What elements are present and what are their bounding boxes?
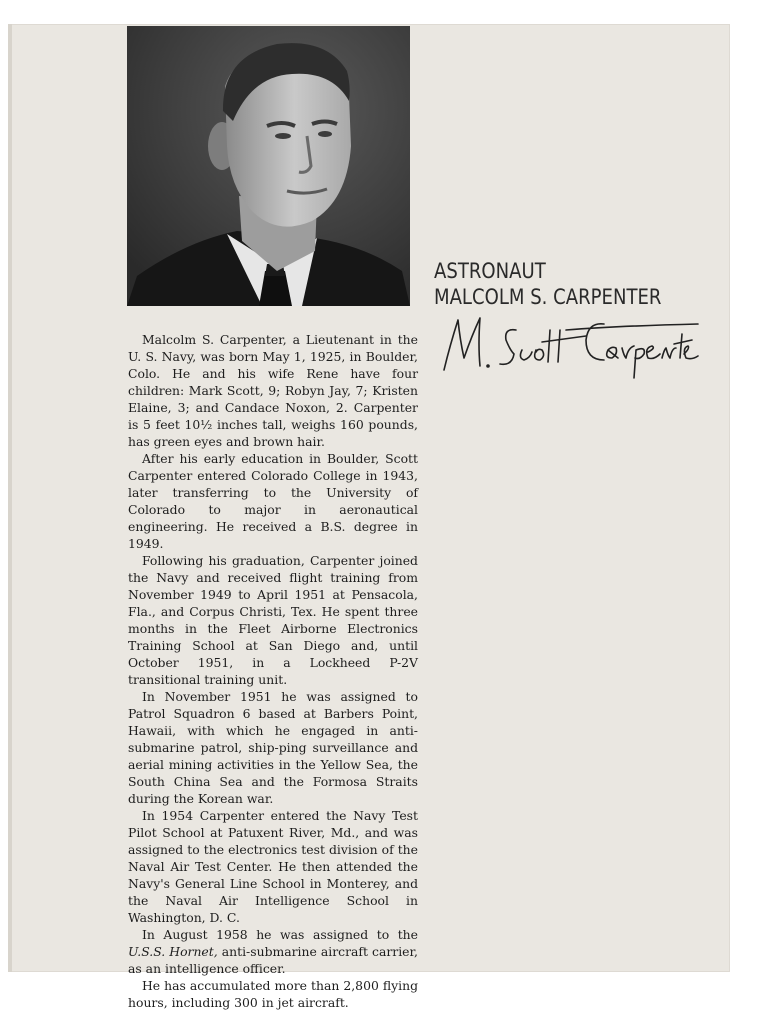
heading-line-title: ASTRONAUT	[434, 259, 546, 283]
bio-paragraph	[128, 926, 418, 977]
bio-paragraph: Following his graduation, Carpenter joined the Navy and received flight training from November 1949 to April 1951 at Pensacola, Fla., and Corpus Christi, Tex. He spent three months in the Fleet Airborne Electronics Training School at San Diego and, until October 1951, in a Lockheed P-2V transitional training unit.	[128, 553, 418, 687]
page-binding-edge	[8, 24, 12, 972]
bio-paragraph: After his early education in Boulder, Scott Carpenter entered Colorado College in 1943, later transferring to the University of Colorado to major in aeronautical engineering. He received a B.S. degree in 1949.	[128, 451, 418, 551]
bio-paragraph: Malcolm S. Carpenter, a Lieutenant in the U. S. Navy, was born May 1, 1925, in Boulder, Colo. He and his wife Rene have four children: Mark Scott, 9; Robyn Jay, 7; Kristen Elaine, 3; and Candace Noxon, 2. Carpenter is 5 feet 10½ inches tall, weighs 160 pounds, has green eyes and brown hair.	[128, 332, 418, 449]
portrait-photo-icon	[127, 26, 410, 306]
ship-name: U.S.S. Hornet,	[128, 944, 218, 959]
handwritten-signature	[436, 300, 701, 380]
bio-text: anti-submarine aircraft carrier, as an intelligence officer.	[128, 944, 418, 976]
bio-paragraph: In November 1951 he was assigned to Patrol Squadron 6 based at Barbers Point, Hawaii, with which he engaged in anti-submarine patrol, ship-ping surveillance and aerial mining activities in the Yellow Sea, the South China Sea and the Formosa Straits during the Korean war.	[128, 689, 418, 806]
bio-paragraph: He has accumulated more than 2,800 flying hours, including 300 in jet aircraft.	[128, 978, 418, 1010]
portrait-photo	[127, 26, 410, 306]
heading-line-name: MALCOLM S. CARPENTER	[434, 285, 662, 309]
bio-text: In August 1958 he was assigned to the	[142, 927, 418, 942]
signature-icon	[436, 300, 701, 380]
biography-text	[128, 331, 418, 1011]
bio-paragraph: In 1954 Carpenter entered the Navy Test Pilot School at Patuxent River, Md., and was assigned to the electronics test division of the Naval Air Test Center. He then attended the Navy's General Line School in Monterey, and the Naval Air Intelligence School in Washington, D. C.	[128, 808, 418, 925]
